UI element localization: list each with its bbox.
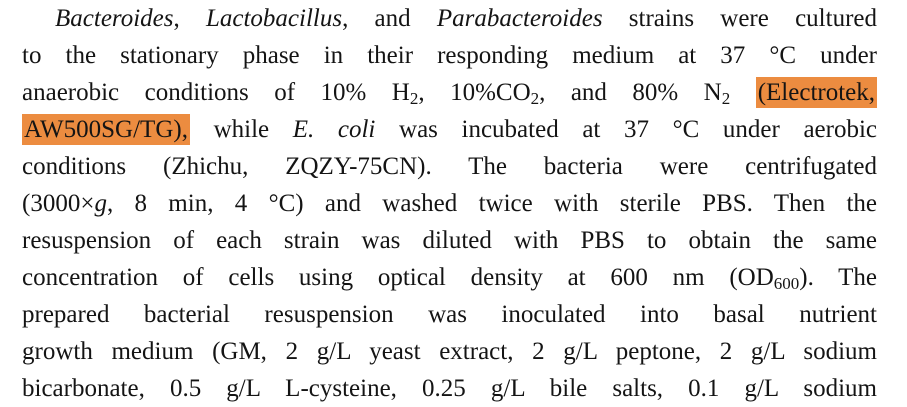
- text-line: [22, 74, 877, 111]
- text-line: [22, 185, 877, 222]
- text-segment: strains were cultured: [602, 5, 877, 32]
- subscript: 2: [721, 88, 731, 108]
- text-line: [22, 370, 877, 407]
- text-line: [22, 37, 877, 74]
- italic-species-name: E. coli: [292, 116, 376, 143]
- text-segment: , and: [342, 5, 437, 32]
- text-segment: resuspension of each strain was diluted with PBS to obtain the same: [22, 227, 877, 254]
- text-segment: , 10%CO: [418, 79, 531, 106]
- highlighted-text: (Electrotek,: [757, 79, 876, 106]
- italic-genus-name: Parabacteroides: [436, 5, 603, 32]
- text-line: [22, 0, 877, 37]
- text-segment: prepared bacterial resuspension was inoculated into basal nutrient: [22, 301, 877, 328]
- text-line: [22, 296, 877, 333]
- text-segment: , 8 min, 4 °C) and washed twice with sterile PBS. Then the: [106, 190, 877, 217]
- subscript: 2: [409, 88, 419, 108]
- text-segment: anaerobic conditions of 10% H: [22, 79, 410, 106]
- text-segment: bicarbonate, 0.5 g/L L-cysteine, 0.25 g/L bile salts, 0.1 g/L sodium: [22, 375, 877, 402]
- text-segment: was incubated at 37 °C under aerobic: [375, 116, 877, 143]
- subscript: 600: [773, 273, 800, 293]
- italic-genus-name: Bacteroides: [55, 5, 174, 32]
- text-segment: to the stationary phase in their responding medium at 37 °C under: [22, 42, 877, 69]
- text-line: [22, 259, 877, 296]
- text-segment: conditions (Zhichu, ZQZY-75CN). The bacteria were centrifugated: [22, 153, 877, 180]
- text-line: [22, 333, 877, 370]
- text-line: [22, 222, 877, 259]
- text-segment: growth medium (GM, 2 g/L yeast extract, 2 g/L peptone, 2 g/L sodium: [22, 338, 877, 365]
- highlighted-text: AW500SG/TG),: [24, 116, 188, 143]
- text-segment: while: [189, 116, 293, 143]
- italic-g-force: g: [94, 190, 107, 217]
- text-segment: [730, 79, 755, 106]
- text-segment: , and 80% N: [539, 79, 722, 106]
- italic-genus-name: Lactobacillus: [205, 5, 343, 32]
- text-segment: (3000×: [22, 190, 95, 217]
- text-line: [22, 148, 877, 185]
- text-segment: concentration of cells using optical density at 600 nm (OD: [22, 264, 774, 291]
- text-line: [22, 111, 877, 148]
- subscript: 2: [530, 88, 540, 108]
- text-segment: ). The: [799, 264, 878, 291]
- text-segment: ,: [173, 5, 206, 32]
